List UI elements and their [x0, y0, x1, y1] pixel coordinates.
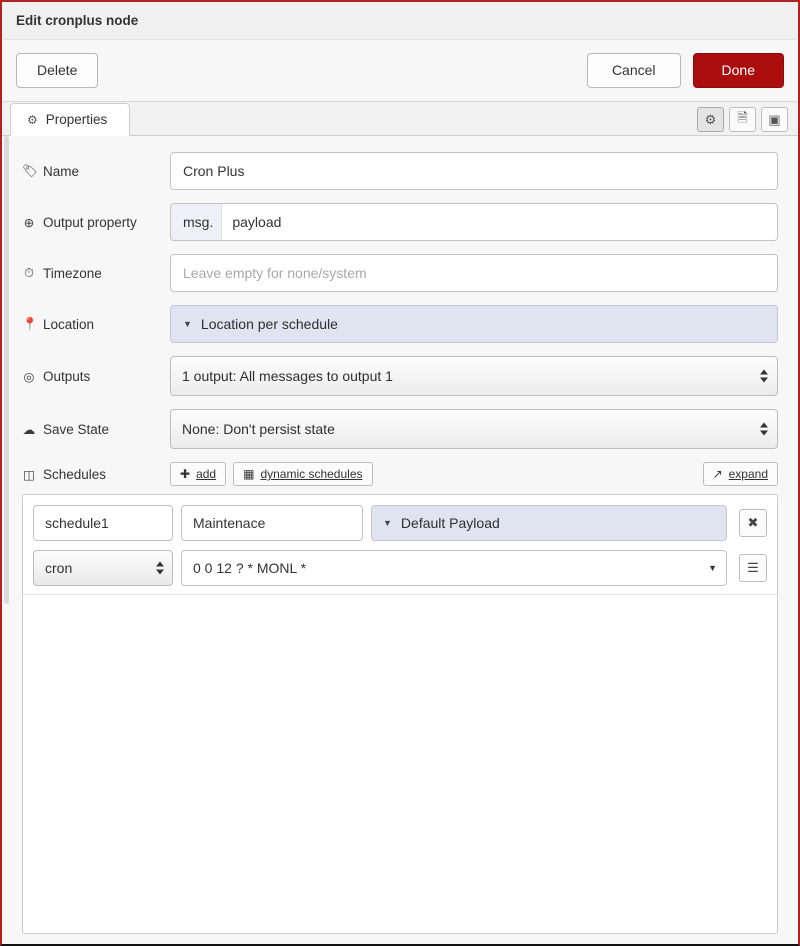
arrow-right-circle-icon: ⊕: [23, 215, 35, 230]
label-save-state-text: Save State: [43, 421, 110, 437]
map-pin-icon: 📍: [22, 316, 38, 331]
page-title: Edit cronplus node: [16, 13, 139, 28]
select-arrows-icon: [760, 370, 768, 383]
description-icon: 🗎: [737, 109, 748, 125]
schedule-row-top: [33, 505, 767, 541]
clock-icon: ⏱: [24, 265, 34, 280]
label-timezone-text: Timezone: [43, 265, 102, 281]
label-output-property: [22, 215, 170, 230]
expand-icon: ↗: [712, 467, 723, 481]
database-icon: ☁: [22, 422, 36, 437]
schedule-row-bottom: [33, 550, 767, 586]
row-output-property: [22, 203, 778, 241]
dynamic-schedules-label: dynamic schedules: [260, 467, 363, 481]
row-name: [22, 152, 778, 190]
chevron-down-icon: ▼: [183, 319, 192, 329]
chevron-down-icon: ▼: [383, 518, 392, 528]
location-value: Location per schedule: [200, 316, 338, 332]
schedules-list: [22, 494, 778, 934]
dynamic-schedules-button[interactable]: [233, 462, 372, 486]
control-save-state: [170, 409, 778, 449]
label-outputs: [22, 369, 170, 384]
label-name: [22, 164, 170, 179]
description-tool-button[interactable]: [729, 107, 756, 132]
control-timezone: [170, 254, 778, 292]
label-name-text: Name: [43, 163, 80, 179]
dialog-scroll-rail[interactable]: [4, 136, 9, 604]
control-name: [170, 152, 778, 190]
label-location: [22, 317, 170, 332]
schedule-expression-value: 0 0 12 ? * MONL *: [193, 560, 307, 576]
schedule-menu-button[interactable]: [739, 554, 767, 582]
select-arrows-icon: [156, 562, 164, 575]
save-state-value: None: Don't persist state: [182, 421, 335, 437]
name-input[interactable]: [170, 152, 778, 190]
plus-icon: ✚: [180, 467, 191, 481]
tag-icon: 🏷: [22, 163, 38, 178]
row-schedules-header: [22, 462, 778, 486]
row-location: [22, 305, 778, 343]
tab-properties-label: Properties: [45, 112, 108, 127]
schedule-row: [23, 495, 777, 595]
outputs-select[interactable]: [170, 356, 778, 396]
save-state-select[interactable]: [170, 409, 778, 449]
outputs-value: 1 output: All messages to output 1: [182, 368, 393, 384]
timezone-input[interactable]: [170, 254, 778, 292]
chevron-down-icon[interactable]: ▼: [708, 563, 717, 573]
appearance-tool-button[interactable]: [761, 107, 788, 132]
schedule-expression-input[interactable]: [181, 550, 727, 586]
control-location: [170, 305, 778, 343]
table-icon: ▦: [243, 467, 255, 481]
select-arrows-icon: [760, 423, 768, 436]
dialog-title-bar: [2, 2, 798, 40]
tab-properties[interactable]: [10, 103, 130, 136]
menu-icon: ☰: [747, 560, 759, 575]
expand-label: expand: [728, 467, 768, 481]
schedule-type-value: cron: [45, 560, 73, 576]
label-save-state: [22, 422, 170, 437]
schedule-name-input[interactable]: [33, 505, 173, 541]
gear-icon: ⚙: [27, 112, 38, 127]
list-icon: ◫: [23, 467, 35, 482]
close-icon: ✖: [747, 515, 759, 530]
add-schedule-button[interactable]: [170, 462, 226, 486]
tab-tools: [697, 107, 788, 132]
label-location-text: Location: [43, 316, 95, 332]
expand-button[interactable]: [703, 462, 778, 486]
control-outputs: [170, 356, 778, 396]
output-property-value[interactable]: payload: [222, 204, 777, 240]
control-output-property: [170, 203, 778, 241]
output-property-typed-input[interactable]: [170, 203, 778, 241]
schedule-payload-select[interactable]: [371, 505, 727, 541]
row-timezone: [22, 254, 778, 292]
dialog-action-bar: [2, 40, 798, 102]
schedule-topic-input[interactable]: [181, 505, 363, 541]
schedule-type-select[interactable]: [33, 550, 173, 586]
gear-icon: ⚙: [704, 111, 717, 127]
label-timezone: [22, 266, 170, 281]
appearance-icon: ▣: [768, 111, 781, 127]
label-outputs-text: Outputs: [43, 368, 91, 384]
properties-tool-button[interactable]: [697, 107, 724, 132]
delete-button[interactable]: Delete: [16, 53, 98, 88]
schedule-payload-value: Default Payload: [400, 515, 500, 531]
location-select[interactable]: [170, 305, 778, 343]
label-schedules: [22, 467, 170, 482]
done-button[interactable]: Done: [693, 53, 784, 88]
row-save-state: [22, 409, 778, 449]
msg-prefix-label[interactable]: msg.: [171, 204, 222, 240]
add-schedule-label: add: [196, 467, 217, 481]
cancel-button[interactable]: Cancel: [587, 53, 681, 88]
properties-form: [2, 136, 798, 944]
target-icon: ◎: [23, 369, 35, 384]
label-output-property-text: Output property: [43, 214, 137, 230]
row-outputs: [22, 356, 778, 396]
schedule-delete-button[interactable]: [739, 509, 767, 537]
label-schedules-text: Schedules: [43, 466, 107, 482]
tab-strip: [2, 102, 798, 136]
